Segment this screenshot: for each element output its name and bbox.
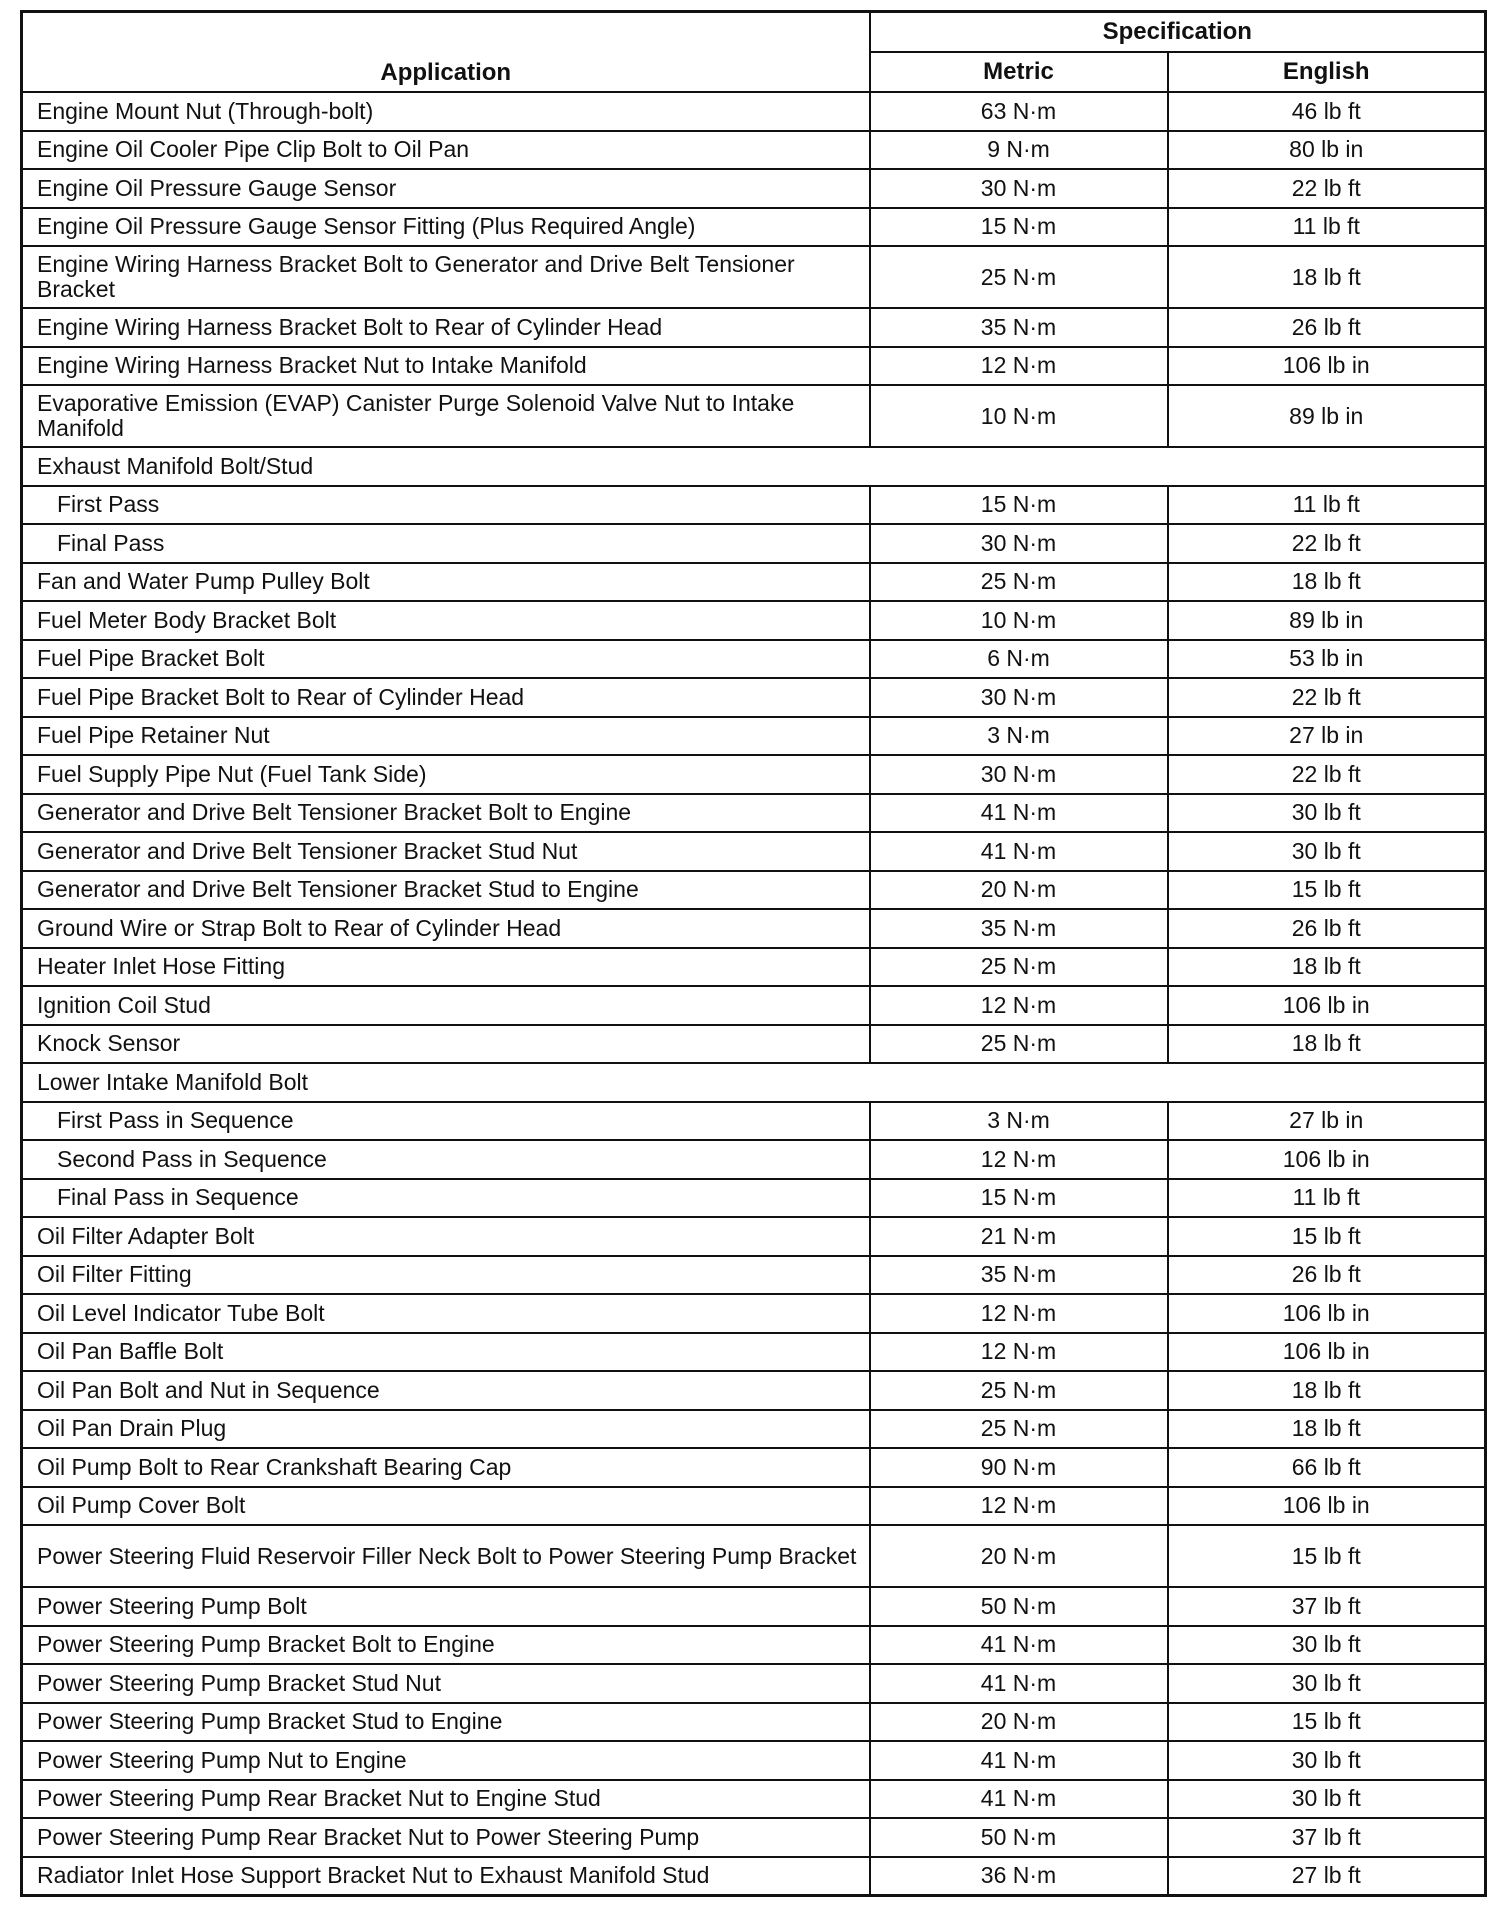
english-value-cell: 106 lb in [1168, 1140, 1486, 1179]
fastener-torque-table [20, 10, 1487, 1897]
application-cell: Engine Oil Pressure Gauge Sensor Fitting (Plus Required Angle) [22, 208, 870, 247]
english-value-cell: 26 lb ft [1168, 909, 1486, 948]
application-cell: Knock Sensor [22, 1025, 870, 1064]
table-group-row [22, 447, 1486, 486]
english-value-cell: 11 lb ft [1168, 1179, 1486, 1218]
english-value-cell: 26 lb ft [1168, 1256, 1486, 1295]
application-cell: Oil Pump Bolt to Rear Crankshaft Bearing Cap [22, 1448, 870, 1487]
english-value-cell: 106 lb in [1168, 1333, 1486, 1372]
metric-value-cell: 35 N·m [870, 308, 1168, 347]
application-cell: Engine Mount Nut (Through-bolt) [22, 92, 870, 131]
english-value-cell: 18 lb ft [1168, 246, 1486, 308]
table-row [22, 169, 1486, 208]
table-row [22, 794, 1486, 833]
english-value-cell: 106 lb in [1168, 347, 1486, 386]
english-value-cell: 11 lb ft [1168, 486, 1486, 525]
application-cell: Power Steering Fluid Reservoir Filler Neck Bolt to Power Steering Pump Bracket [22, 1525, 870, 1587]
english-value-cell: 66 lb ft [1168, 1448, 1486, 1487]
application-cell: Fuel Pipe Retainer Nut [22, 717, 870, 756]
english-value-cell: 18 lb ft [1168, 1410, 1486, 1449]
table-row [22, 948, 1486, 987]
table-row [22, 208, 1486, 247]
table-row [22, 871, 1486, 910]
english-value-cell: 15 lb ft [1168, 1703, 1486, 1742]
english-value-cell: 106 lb in [1168, 986, 1486, 1025]
metric-value-cell: 3 N·m [870, 1102, 1168, 1141]
metric-value-cell: 63 N·m [870, 92, 1168, 131]
application-column-header: Application [22, 12, 870, 93]
english-value-cell: 15 lb ft [1168, 1525, 1486, 1587]
metric-value-cell: 20 N·m [870, 1525, 1168, 1587]
english-column-header: English [1168, 52, 1486, 92]
metric-column-header: Metric [870, 52, 1168, 92]
metric-value-cell: 41 N·m [870, 1741, 1168, 1780]
metric-value-cell: 25 N·m [870, 948, 1168, 987]
table-row [22, 755, 1486, 794]
metric-value-cell: 12 N·m [870, 1140, 1168, 1179]
specification-column-header: Specification [870, 12, 1486, 53]
application-cell: Engine Wiring Harness Bracket Bolt to Generator and Drive Belt Tensioner Bracket [22, 246, 870, 308]
table-row [22, 1487, 1486, 1526]
table-row [22, 1780, 1486, 1819]
application-cell: Ground Wire or Strap Bolt to Rear of Cylinder Head [22, 909, 870, 948]
table-row [22, 1741, 1486, 1780]
metric-value-cell: 41 N·m [870, 832, 1168, 871]
application-cell: Oil Pan Baffle Bolt [22, 1333, 870, 1372]
application-cell: Power Steering Pump Bracket Bolt to Engine [22, 1626, 870, 1665]
table-row [22, 717, 1486, 756]
application-cell: Generator and Drive Belt Tensioner Bracket Bolt to Engine [22, 794, 870, 833]
english-value-cell: 18 lb ft [1168, 1371, 1486, 1410]
english-value-cell: 18 lb ft [1168, 948, 1486, 987]
table-row [22, 832, 1486, 871]
metric-value-cell: 12 N·m [870, 1294, 1168, 1333]
table-row [22, 986, 1486, 1025]
application-cell: Power Steering Pump Rear Bracket Nut to Engine Stud [22, 1780, 870, 1819]
application-cell: Radiator Inlet Hose Support Bracket Nut to Exhaust Manifold Stud [22, 1857, 870, 1896]
table-row [22, 1025, 1486, 1064]
english-value-cell: 27 lb in [1168, 717, 1486, 756]
english-value-cell: 15 lb ft [1168, 1217, 1486, 1256]
metric-value-cell: 90 N·m [870, 1448, 1168, 1487]
english-value-cell: 89 lb in [1168, 385, 1486, 447]
application-cell: Engine Wiring Harness Bracket Bolt to Rear of Cylinder Head [22, 308, 870, 347]
english-value-cell: 106 lb in [1168, 1487, 1486, 1526]
metric-value-cell: 41 N·m [870, 1664, 1168, 1703]
english-value-cell: 46 lb ft [1168, 92, 1486, 131]
table-row [22, 601, 1486, 640]
table-row [22, 1410, 1486, 1449]
metric-value-cell: 25 N·m [870, 1025, 1168, 1064]
table-row [22, 524, 1486, 563]
application-cell: First Pass in Sequence [22, 1102, 870, 1141]
english-value-cell: 11 lb ft [1168, 208, 1486, 247]
metric-value-cell: 25 N·m [870, 563, 1168, 602]
english-value-cell: 22 lb ft [1168, 755, 1486, 794]
metric-value-cell: 30 N·m [870, 169, 1168, 208]
table-row [22, 486, 1486, 525]
metric-value-cell: 25 N·m [870, 1371, 1168, 1410]
application-cell: Oil Level Indicator Tube Bolt [22, 1294, 870, 1333]
metric-value-cell: 15 N·m [870, 1179, 1168, 1218]
table-row [22, 1664, 1486, 1703]
table-row [22, 1626, 1486, 1665]
application-cell: Fuel Pipe Bracket Bolt to Rear of Cylinder Head [22, 678, 870, 717]
metric-value-cell: 10 N·m [870, 385, 1168, 447]
application-cell: Oil Pan Bolt and Nut in Sequence [22, 1371, 870, 1410]
metric-value-cell: 3 N·m [870, 717, 1168, 756]
english-value-cell: 30 lb ft [1168, 794, 1486, 833]
metric-value-cell: 50 N·m [870, 1587, 1168, 1626]
application-cell: Final Pass in Sequence [22, 1179, 870, 1218]
english-value-cell: 30 lb ft [1168, 1626, 1486, 1665]
table-row [22, 909, 1486, 948]
table-row [22, 385, 1486, 447]
metric-value-cell: 30 N·m [870, 755, 1168, 794]
application-cell: Evaporative Emission (EVAP) Canister Purge Solenoid Valve Nut to Intake Manifold [22, 385, 870, 447]
application-cell: Fan and Water Pump Pulley Bolt [22, 563, 870, 602]
table-row [22, 1179, 1486, 1218]
english-value-cell: 30 lb ft [1168, 1741, 1486, 1780]
table-row [22, 347, 1486, 386]
application-cell: Heater Inlet Hose Fitting [22, 948, 870, 987]
english-value-cell: 30 lb ft [1168, 832, 1486, 871]
metric-value-cell: 30 N·m [870, 678, 1168, 717]
table-row [22, 563, 1486, 602]
application-cell: Oil Filter Fitting [22, 1256, 870, 1295]
english-value-cell: 18 lb ft [1168, 563, 1486, 602]
table-row [22, 1217, 1486, 1256]
group-heading-cell: Lower Intake Manifold Bolt [22, 1063, 1486, 1102]
metric-value-cell: 15 N·m [870, 486, 1168, 525]
metric-value-cell: 35 N·m [870, 909, 1168, 948]
table-row [22, 1818, 1486, 1857]
application-cell: Power Steering Pump Bracket Stud to Engine [22, 1703, 870, 1742]
table-row [22, 246, 1486, 308]
application-cell: Engine Oil Pressure Gauge Sensor [22, 169, 870, 208]
metric-value-cell: 20 N·m [870, 1703, 1168, 1742]
english-value-cell: 27 lb in [1168, 1102, 1486, 1141]
metric-value-cell: 30 N·m [870, 524, 1168, 563]
table-row [22, 1333, 1486, 1372]
application-cell: Oil Filter Adapter Bolt [22, 1217, 870, 1256]
application-cell: Fuel Meter Body Bracket Bolt [22, 601, 870, 640]
table-row [22, 1448, 1486, 1487]
metric-value-cell: 41 N·m [870, 1626, 1168, 1665]
metric-value-cell: 41 N·m [870, 1780, 1168, 1819]
table-row [22, 678, 1486, 717]
table-row [22, 1371, 1486, 1410]
metric-value-cell: 6 N·m [870, 640, 1168, 679]
application-cell: Oil Pan Drain Plug [22, 1410, 870, 1449]
application-cell: Fuel Supply Pipe Nut (Fuel Tank Side) [22, 755, 870, 794]
english-value-cell: 22 lb ft [1168, 678, 1486, 717]
metric-value-cell: 12 N·m [870, 1487, 1168, 1526]
table-row [22, 1256, 1486, 1295]
metric-value-cell: 21 N·m [870, 1217, 1168, 1256]
application-cell: Power Steering Pump Rear Bracket Nut to Power Steering Pump [22, 1818, 870, 1857]
table-row [22, 1857, 1486, 1896]
application-cell: Engine Oil Cooler Pipe Clip Bolt to Oil Pan [22, 131, 870, 170]
english-value-cell: 22 lb ft [1168, 524, 1486, 563]
table-row [22, 1102, 1486, 1141]
table-row [22, 1587, 1486, 1626]
metric-value-cell: 50 N·m [870, 1818, 1168, 1857]
application-cell: Fuel Pipe Bracket Bolt [22, 640, 870, 679]
english-value-cell: 15 lb ft [1168, 871, 1486, 910]
english-value-cell: 80 lb in [1168, 131, 1486, 170]
metric-value-cell: 25 N·m [870, 246, 1168, 308]
table-row [22, 640, 1486, 679]
english-value-cell: 30 lb ft [1168, 1664, 1486, 1703]
metric-value-cell: 41 N·m [870, 794, 1168, 833]
metric-value-cell: 15 N·m [870, 208, 1168, 247]
metric-value-cell: 20 N·m [870, 871, 1168, 910]
application-cell: Generator and Drive Belt Tensioner Bracket Stud to Engine [22, 871, 870, 910]
table-row [22, 1525, 1486, 1587]
table-row [22, 308, 1486, 347]
application-cell: Second Pass in Sequence [22, 1140, 870, 1179]
english-value-cell: 53 lb in [1168, 640, 1486, 679]
english-value-cell: 106 lb in [1168, 1294, 1486, 1333]
table-header [22, 12, 1486, 93]
metric-value-cell: 10 N·m [870, 601, 1168, 640]
application-cell: Final Pass [22, 524, 870, 563]
english-value-cell: 27 lb ft [1168, 1857, 1486, 1896]
application-cell: Engine Wiring Harness Bracket Nut to Intake Manifold [22, 347, 870, 386]
application-cell: Ignition Coil Stud [22, 986, 870, 1025]
metric-value-cell: 12 N·m [870, 986, 1168, 1025]
application-cell: Generator and Drive Belt Tensioner Bracket Stud Nut [22, 832, 870, 871]
metric-value-cell: 9 N·m [870, 131, 1168, 170]
table-group-row [22, 1063, 1486, 1102]
english-value-cell: 22 lb ft [1168, 169, 1486, 208]
metric-value-cell: 36 N·m [870, 1857, 1168, 1896]
english-value-cell: 37 lb ft [1168, 1587, 1486, 1626]
group-heading-cell: Exhaust Manifold Bolt/Stud [22, 447, 1486, 486]
application-cell: Power Steering Pump Bracket Stud Nut [22, 1664, 870, 1703]
metric-value-cell: 35 N·m [870, 1256, 1168, 1295]
application-cell: Power Steering Pump Bolt [22, 1587, 870, 1626]
english-value-cell: 37 lb ft [1168, 1818, 1486, 1857]
table-row [22, 1703, 1486, 1742]
metric-value-cell: 12 N·m [870, 347, 1168, 386]
metric-value-cell: 12 N·m [870, 1333, 1168, 1372]
metric-value-cell: 25 N·m [870, 1410, 1168, 1449]
english-value-cell: 30 lb ft [1168, 1780, 1486, 1819]
application-cell: Power Steering Pump Nut to Engine [22, 1741, 870, 1780]
table-row [22, 131, 1486, 170]
table-row [22, 92, 1486, 131]
english-value-cell: 26 lb ft [1168, 308, 1486, 347]
english-value-cell: 89 lb in [1168, 601, 1486, 640]
application-cell: First Pass [22, 486, 870, 525]
fastener-specification-sheet [20, 10, 1484, 1897]
english-value-cell: 18 lb ft [1168, 1025, 1486, 1064]
application-cell: Oil Pump Cover Bolt [22, 1487, 870, 1526]
table-body [22, 92, 1486, 1896]
table-row [22, 1140, 1486, 1179]
table-row [22, 1294, 1486, 1333]
